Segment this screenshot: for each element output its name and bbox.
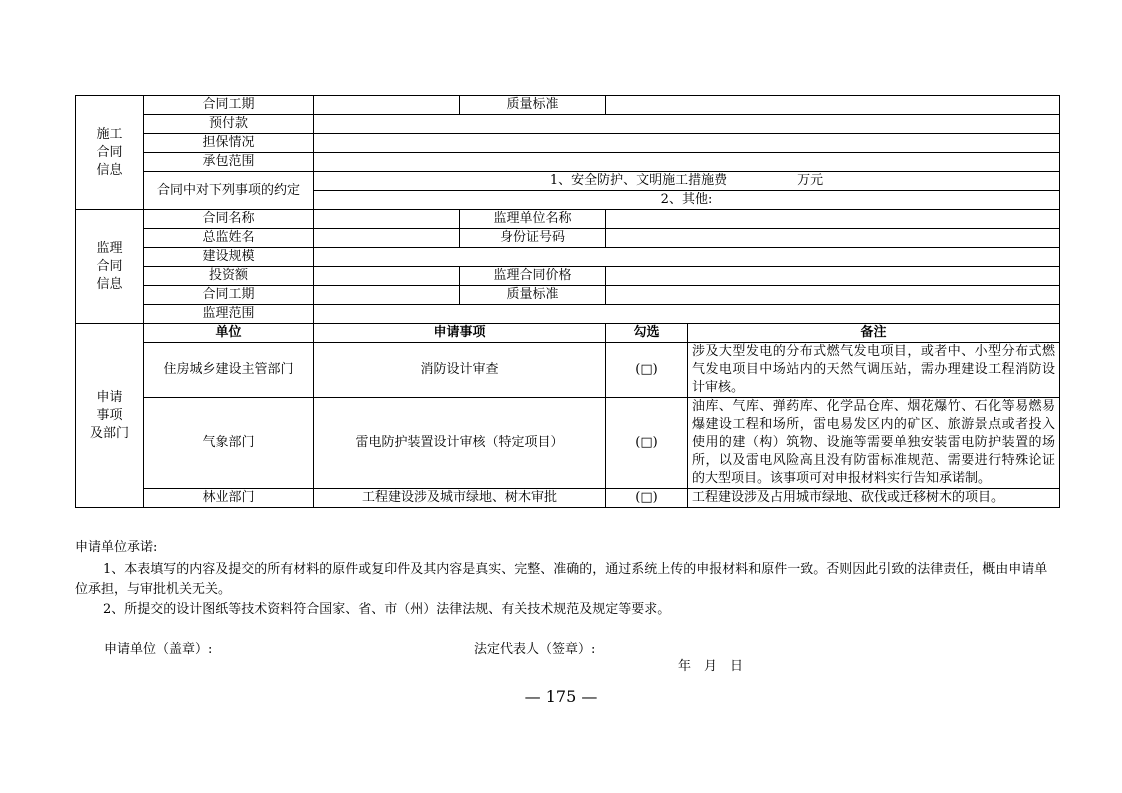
construction-section-label: 施工 合同 信息 — [76, 96, 144, 210]
safety-fee-field[interactable] — [314, 172, 1060, 191]
supervisor-unit-field[interactable] — [606, 210, 1060, 229]
contract-scope-field[interactable] — [314, 153, 1060, 172]
supervision-quality-field[interactable] — [606, 286, 1060, 305]
row-item: 工程建设涉及城市绿地、树木审批 — [314, 489, 606, 508]
contract-period-field[interactable] — [314, 96, 460, 115]
advance-payment-label: 预付款 — [144, 115, 314, 134]
header-check: 勾选 — [606, 324, 688, 343]
guarantee-label: 担保情况 — [144, 134, 314, 153]
safety-fee-text: 1、安全防护、文明施工措施费 — [549, 173, 728, 188]
supervision-scope-label: 监理范围 — [144, 305, 314, 324]
other-agreement-field[interactable] — [314, 191, 1060, 210]
supervision-contract-name-field[interactable] — [314, 210, 460, 229]
page-number: — 175 — — [524, 687, 598, 706]
row-remark: 工程建设涉及占用城市绿地、砍伐或迁移树木的项目。 — [688, 489, 1060, 508]
contract-scope-label: 承包范围 — [144, 153, 314, 172]
investment-label: 投资额 — [144, 267, 314, 286]
supervision-period-field[interactable] — [314, 286, 460, 305]
table-row — [76, 343, 1060, 398]
id-number-field[interactable] — [606, 229, 1060, 248]
date-label: 年 月 日 — [678, 659, 744, 674]
supervision-scope-field[interactable] — [314, 305, 1060, 324]
row-item: 雷电防护装置设计审核（特定项目） — [314, 398, 606, 489]
investment-field[interactable] — [314, 267, 460, 286]
row-unit: 气象部门 — [144, 398, 314, 489]
application-section-label: 申请 事项 及部门 — [76, 324, 144, 508]
row-checkbox[interactable]: (□) — [606, 343, 688, 398]
table-row — [76, 398, 1060, 489]
construction-scale-field[interactable] — [314, 248, 1060, 267]
construction-scale-label: 建设规模 — [144, 248, 314, 267]
chief-supervisor-field[interactable] — [314, 229, 460, 248]
row-checkbox[interactable]: (□) — [606, 489, 688, 508]
application-form-table — [75, 95, 1060, 508]
other-agreement-text: 2、其他: — [660, 192, 713, 207]
row-item: 消防设计审查 — [314, 343, 606, 398]
chief-supervisor-label: 总监姓名 — [144, 229, 314, 248]
applicant-seal-label: 申请单位（盖章）: — [104, 642, 213, 657]
header-unit: 单位 — [144, 324, 314, 343]
advance-payment-field[interactable] — [314, 115, 1060, 134]
commitment-title: 申请单位承诺: — [75, 540, 158, 555]
legal-rep-label: 法定代表人（签章）: — [474, 642, 596, 657]
row-remark: 涉及大型发电的分布式燃气发电项目，或者中、小型分布式燃气发电项目中场站内的天然气调压站，需办理建设工程消防设计审核。 — [688, 343, 1060, 398]
id-number-label: 身份证号码 — [460, 229, 606, 248]
row-checkbox[interactable]: (□) — [606, 398, 688, 489]
header-item: 申请事项 — [314, 324, 606, 343]
supervision-quality-label: 质量标准 — [460, 286, 606, 305]
header-remark: 备注 — [688, 324, 1060, 343]
guarantee-field[interactable] — [314, 134, 1060, 153]
supervision-price-field[interactable] — [606, 267, 1060, 286]
row-unit: 林业部门 — [144, 489, 314, 508]
quality-standard-label: 质量标准 — [460, 96, 606, 115]
supervision-price-label: 监理合同价格 — [460, 267, 606, 286]
table-row — [76, 489, 1060, 508]
contract-period-label: 合同工期 — [144, 96, 314, 115]
commitment-item-2: 2、所提交的设计图纸等技术资料符合国家、省、市（州）法律法规、有关技术规范及规定等要求。 — [103, 602, 671, 617]
supervision-period-label: 合同工期 — [144, 286, 314, 305]
supervision-contract-name-label: 合同名称 — [144, 210, 314, 229]
row-unit: 住房城乡建设主管部门 — [144, 343, 314, 398]
safety-fee-unit: 万元 — [797, 173, 824, 188]
supervisor-unit-label: 监理单位名称 — [460, 210, 606, 229]
agreement-label: 合同中对下列事项的约定 — [144, 172, 314, 210]
quality-standard-field[interactable] — [606, 96, 1060, 115]
commitment-item-1: 1、本表填写的内容及提交的所有材料的原件或复印件及其内容是真实、完整、准确的，通过系统上传的申报材料和原件一致。否则因此引致的法律责任，概由申请单位承担，与审批机关无关。 — [75, 562, 1048, 597]
supervision-section-label: 监理 合同 信息 — [76, 210, 144, 324]
row-remark: 油库、气库、弹药库、化学品仓库、烟花爆竹、石化等易燃易爆建设工程和场所，雷电易发区内的矿区、旅游景点或者投入使用的建（构）筑物、设施等需要单独安装雷电防护装置的场所，以及雷电风险高且没有防雷标准规范、需要进行特殊论证的大型项目。该事项可对申报材料实行告知承诺制。 — [688, 398, 1060, 489]
